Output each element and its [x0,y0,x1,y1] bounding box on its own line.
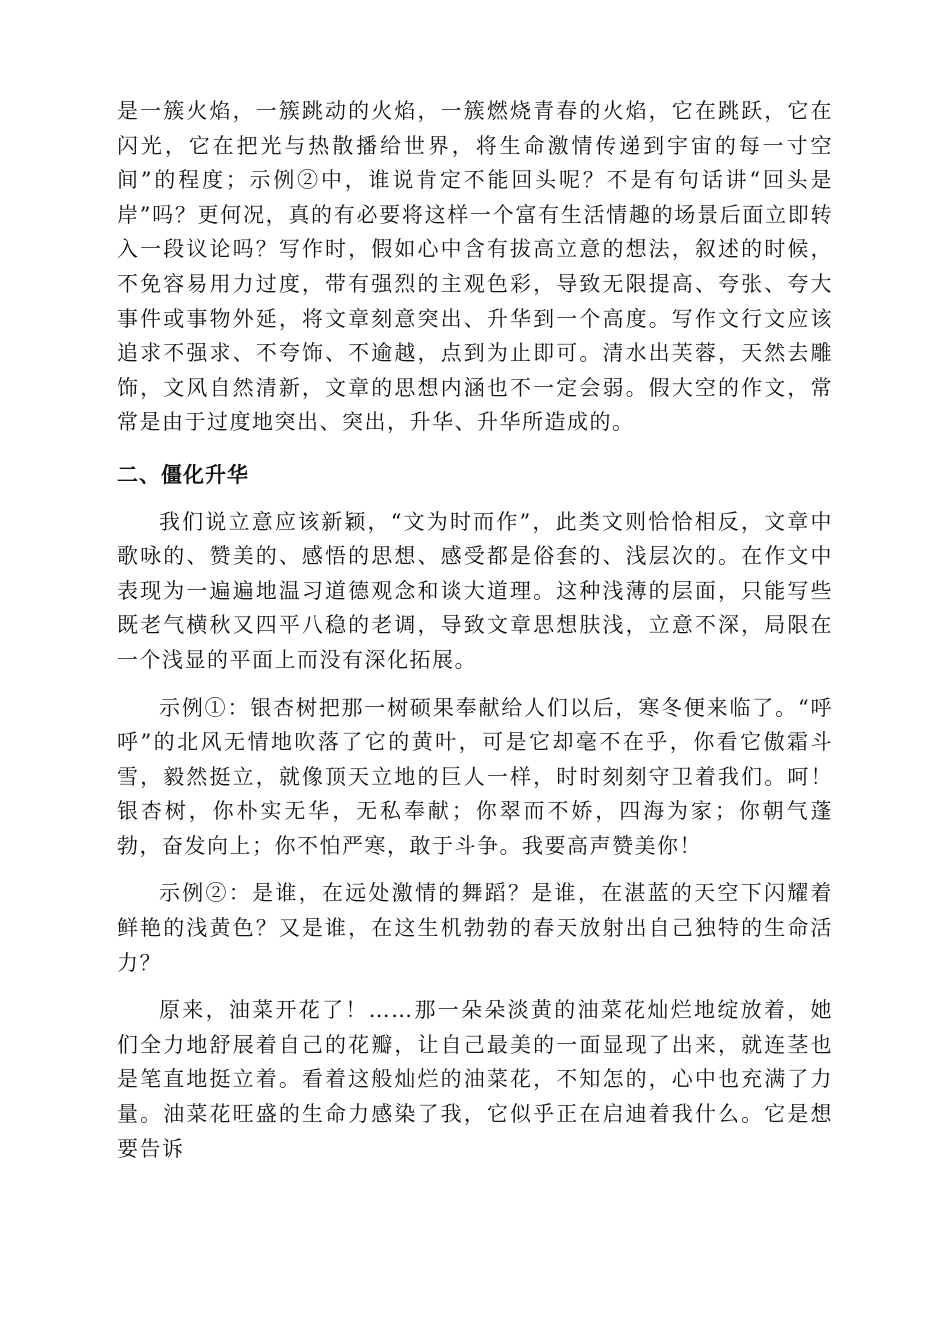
example-2-paragraph: 示例②：是谁，在远处激情的舞蹈？是谁，在湛蓝的天空下闪耀着鲜艳的浅黄色？又是谁，在这生机勃勃的春天放射出自己独特的生命活力？ [117,881,833,975]
body-paragraph: 我们说立意应该新颖，“文为时而作”，此类文则恰恰相反，文章中歌咏的、赞美的、感悟的思想、感受都是俗套的、浅层次的。在作文中表现为一遍遍地温习道德观念和谈大道理。这种浅薄的层面，只能写些既老气横秋又四平八稳的老调，导致文章思想肤浅，立意不深，局限在一个浅显的平面上而没有深化拓展。 [117,509,833,672]
continuation-paragraph: 是一簇火焰，一簇跳动的火焰，一簇燃烧青春的火焰，它在跳跃，它在闪光，它在把光与热散播给世界，将生命激情传递到宇宙的每一寸空间”的程度；示例②中，谁说肯定不能回头呢？不是有句话讲“回头是岸”吗？更何况，真的有必要将这样一个富有生活情趣的场景后面立即转入一段议论吗？写作时，假如心中含有拔高立意的想法，叙述的时候，不免容易用力过度，带有强烈的主观色彩，导致无限提高、夸张、夸大事件或事物外延，将文章刻意突出、升华到一个高度。写作文行文应该追求不强求、不夸饰、不逾越，点到为止即可。清水出芙蓉，天然去雕饰，文风自然清新，文章的思想内涵也不一定会弱。假大空的作文，常常是由于过度地突出、突出，升华、升华所造成的。 [117,99,833,435]
example-2-continuation-paragraph: 原来，油菜开花了！……那一朵朵淡黄的油菜花灿烂地绽放着，她们全力地舒展着自己的花瓣，让自己最美的一面显现了出来，就连茎也是笔直地挺立着。看着这般灿烂的油菜花，不知怎的，心中也充满了力量。油菜花旺盛的生命力感染了我，它似乎正在启迪着我什么。它是想要告诉 [117,998,833,1161]
example-1-paragraph: 示例①：银杏树把那一树硕果奉献给人们以后，寒冬便来临了。“呼呼”的北风无情地吹落了它的黄叶，可是它却毫不在乎，你看它傲霜斗雪，毅然挺立，就像顶天立地的巨人一样，时时刻刻守卫着我们。呵！银杏树，你朴实无华，无私奉献；你翠而不娇，四海为家；你朝气蓬勃，奋发向上；你不怕严寒，敢于斗争。我要高声赞美你！ [117,695,833,858]
document-page [117,94,833,1179]
section-heading: 二、僵化升华 [117,462,249,487]
